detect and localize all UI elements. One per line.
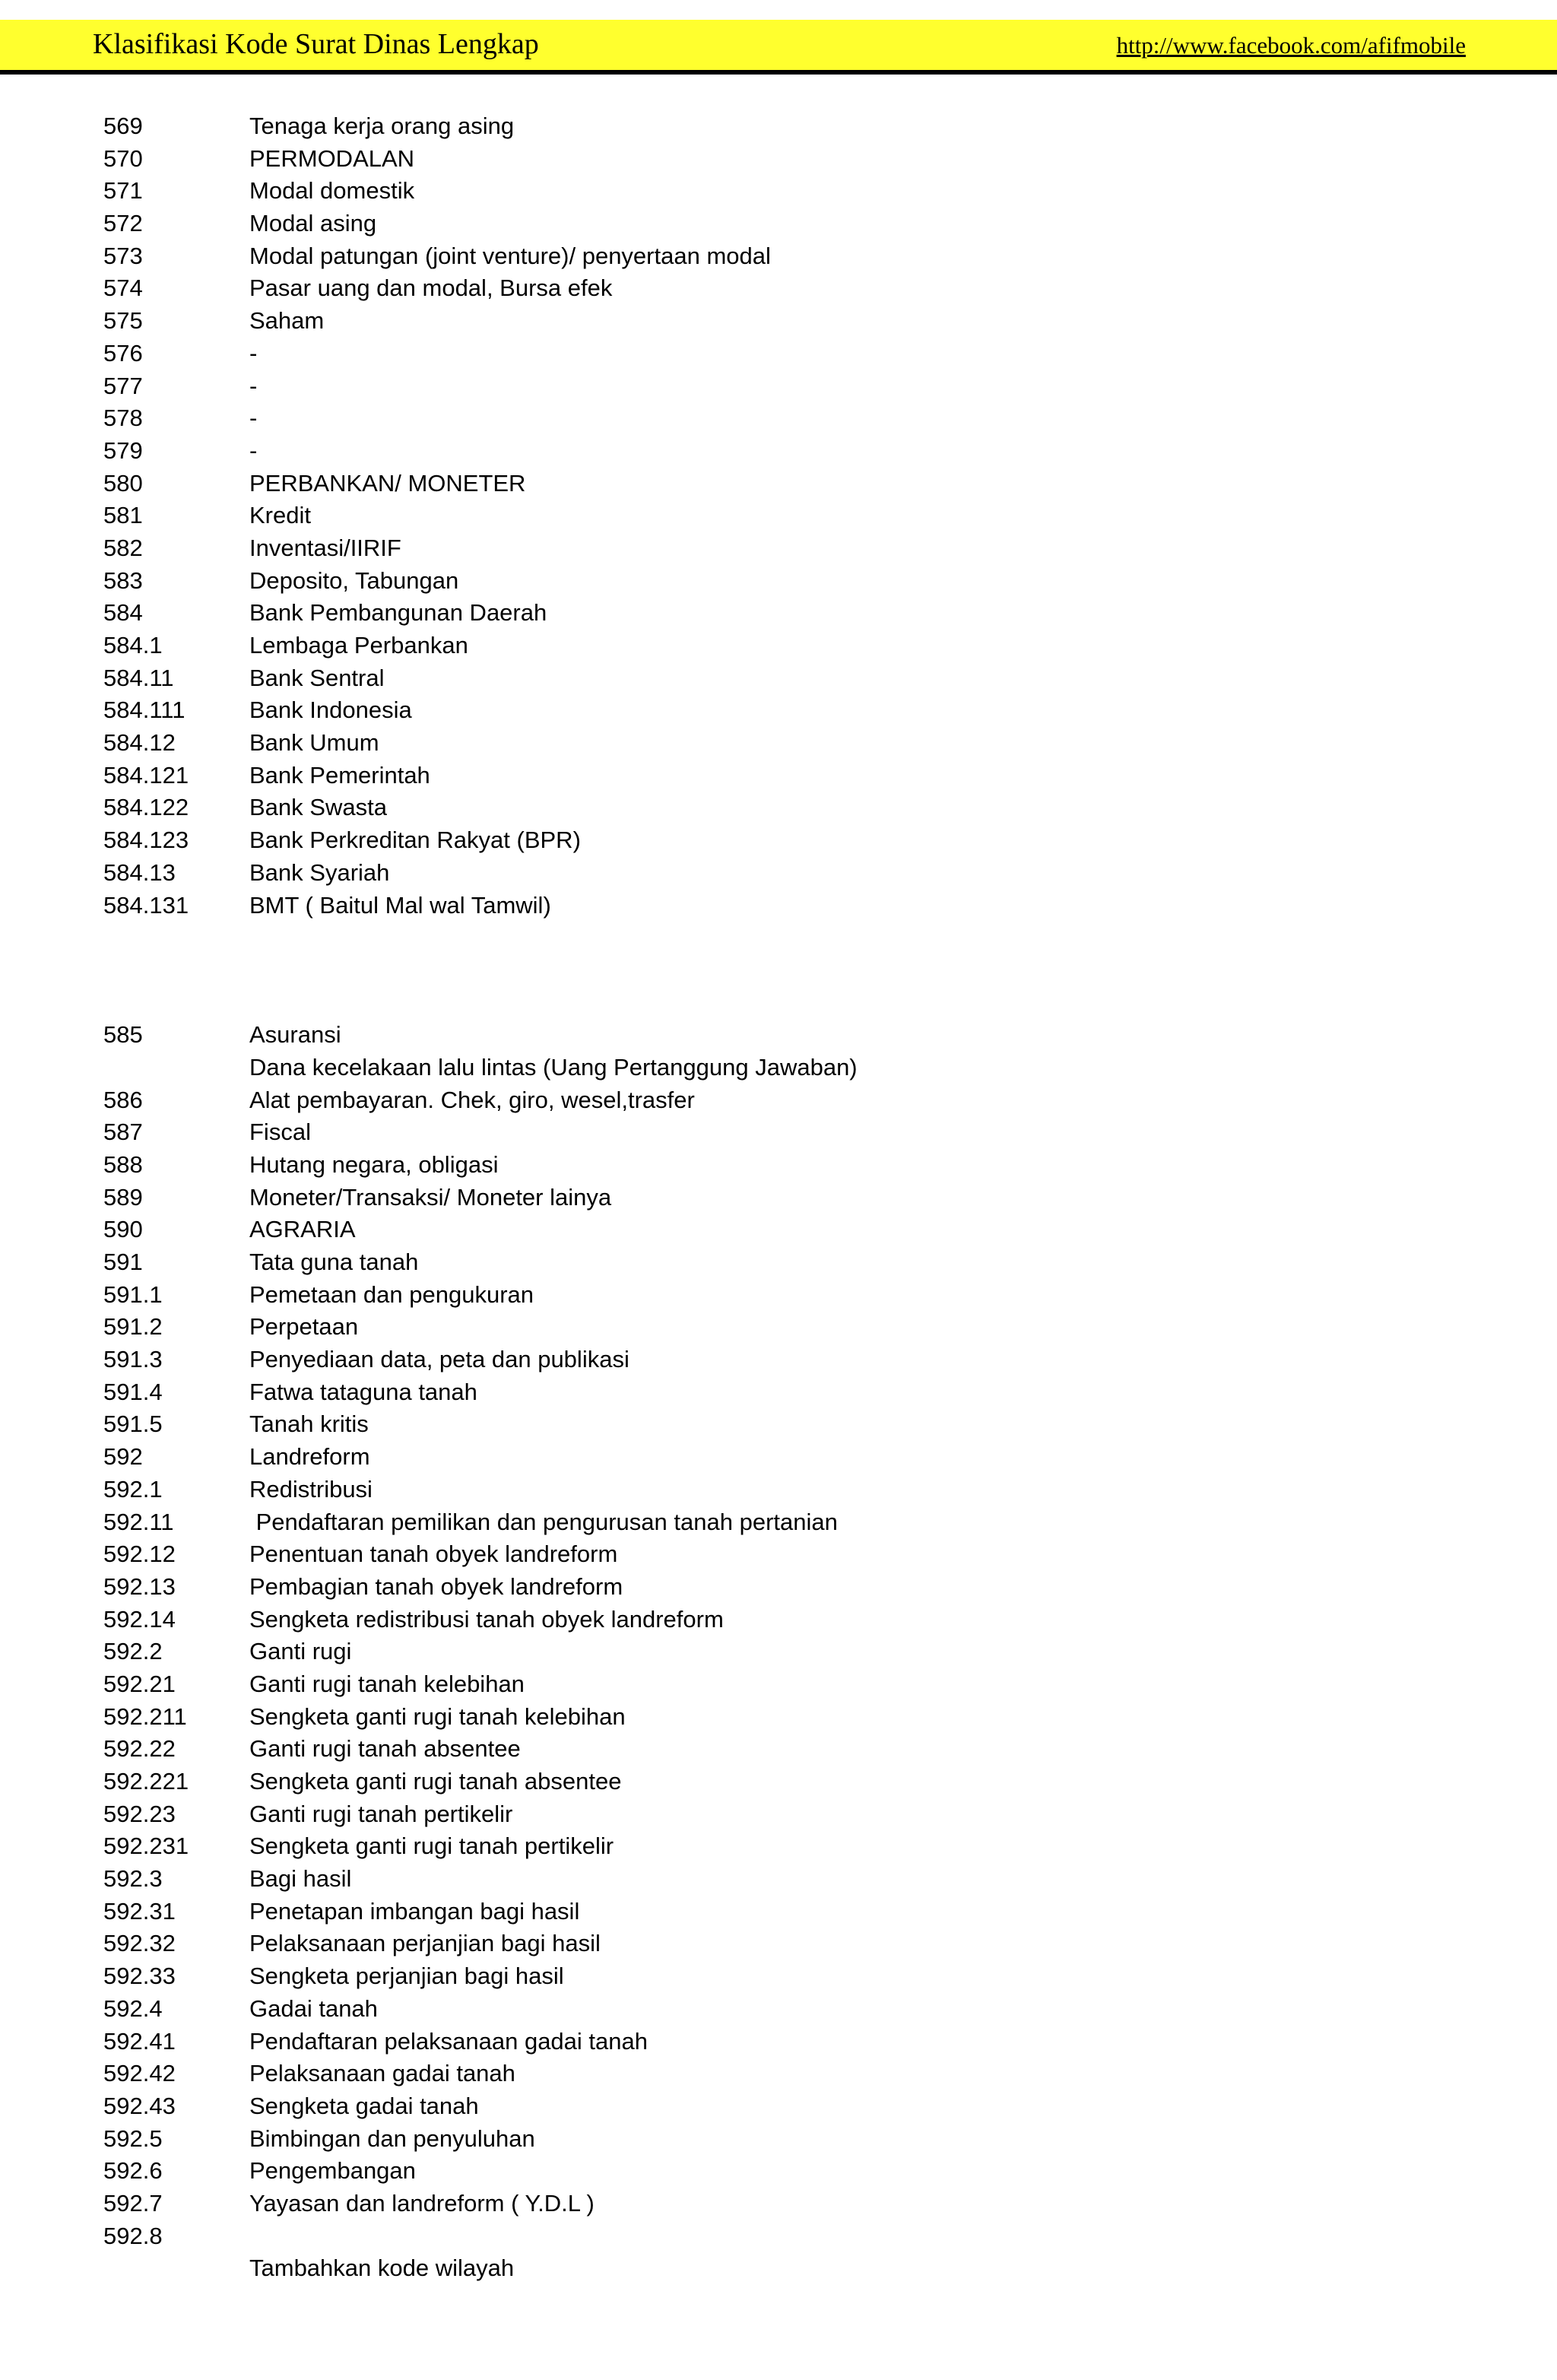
- list-item: [0, 110, 1557, 143]
- classification-code: 592.211: [103, 1702, 187, 1730]
- classification-code: 584.111: [103, 697, 186, 724]
- classification-description: Ganti rugi tanah pertikelir: [249, 1800, 513, 1827]
- classification-description: Tambahkan kode wilayah: [249, 2255, 515, 2282]
- list-item: [0, 890, 1557, 922]
- list-item: [0, 1701, 1557, 1734]
- list-item: [0, 1506, 1557, 1539]
- classification-code: 586: [103, 1086, 143, 1113]
- classification-code: 592.32: [103, 1930, 176, 1957]
- classification-description: Sengketa ganti rugi tanah pertikelir: [249, 1833, 614, 1860]
- classification-description: Penentuan tanah obyek landreform: [249, 1541, 618, 1568]
- list-item: [0, 2026, 1557, 2058]
- list-item: [0, 468, 1557, 500]
- list-item: [0, 1896, 1557, 1928]
- classification-code: 589: [103, 1183, 143, 1211]
- list-item: [0, 1344, 1557, 1376]
- list-item: [0, 272, 1557, 305]
- classification-description: Bank Perkreditan Rakyat (BPR): [249, 827, 581, 854]
- classification-code: 592.12: [103, 1541, 176, 1568]
- classification-code: 583: [103, 566, 143, 594]
- classification-code: 591.3: [103, 1346, 163, 1373]
- code-list: [0, 110, 1557, 2285]
- list-item: [0, 1571, 1557, 1604]
- classification-description: Bank Pemerintah: [249, 761, 430, 789]
- classification-code: 592.7: [103, 2189, 163, 2217]
- list-item: [0, 1408, 1557, 1441]
- classification-description: Pendaftaran pelaksanaan gadai tanah: [249, 2027, 648, 2055]
- list-item: [0, 1116, 1557, 1149]
- classification-description: Sengketa gadai tanah: [249, 2092, 479, 2119]
- list-item: [0, 1246, 1557, 1279]
- list-item: [0, 1441, 1557, 1474]
- classification-description: Perpetaan: [249, 1313, 359, 1341]
- list-item: [0, 662, 1557, 695]
- classification-code: 581: [103, 502, 143, 529]
- classification-description: Pelaksanaan perjanjian bagi hasil: [249, 1930, 601, 1957]
- classification-description: Modal patungan (joint venture)/ penyertaan modal: [249, 242, 771, 269]
- classification-code: 592.41: [103, 2027, 176, 2055]
- list-item: [0, 727, 1557, 760]
- list-item: [0, 532, 1557, 565]
- classification-description: Fiscal: [249, 1119, 311, 1146]
- list-item: [0, 1668, 1557, 1701]
- classification-description: Deposito, Tabungan: [249, 566, 459, 594]
- list-item: [0, 857, 1557, 890]
- classification-description: Landreform: [249, 1443, 370, 1471]
- list-item: [0, 694, 1557, 727]
- list-item: [0, 1474, 1557, 1506]
- classification-description: Bagi hasil: [249, 1865, 352, 1893]
- list-item: [0, 1960, 1557, 1993]
- classification-description: Bank Indonesia: [249, 697, 412, 724]
- classification-description: Tanah kritis: [249, 1411, 369, 1438]
- classification-description: Alat pembayaran. Chek, giro, wesel,trasfer: [249, 1086, 695, 1113]
- classification-code: 584.131: [103, 891, 189, 919]
- list-item: [0, 597, 1557, 630]
- classification-description: Asuransi: [249, 1021, 341, 1049]
- classification-code: 584.123: [103, 827, 189, 854]
- classification-description: Saham: [249, 307, 325, 335]
- list-item: [0, 2252, 1557, 2285]
- classification-code: 592.221: [103, 1768, 189, 1795]
- classification-code: 576: [103, 339, 143, 367]
- classification-code: 592.31: [103, 1897, 176, 1925]
- list-item: [0, 824, 1557, 857]
- classification-code: 584.12: [103, 729, 176, 757]
- classification-code: 591.2: [103, 1313, 163, 1341]
- list-item: [0, 2058, 1557, 2090]
- list-item: [0, 565, 1557, 598]
- list-item: [0, 143, 1557, 176]
- classification-description: Pasar uang dan modal, Bursa efek: [249, 274, 613, 302]
- list-item: [0, 760, 1557, 792]
- classification-description: Moneter/Transaksi/ Moneter lainya: [249, 1183, 612, 1211]
- classification-description: -: [249, 372, 258, 399]
- list-item: [0, 1636, 1557, 1668]
- list-item: [0, 2123, 1557, 2156]
- list-item: [0, 1798, 1557, 1831]
- classification-code: 580: [103, 469, 143, 497]
- classification-code: 572: [103, 210, 143, 237]
- list-item: [0, 792, 1557, 824]
- classification-code: 592: [103, 1443, 143, 1471]
- classification-code: 592.23: [103, 1800, 176, 1827]
- list-item: [0, 175, 1557, 208]
- classification-description: -: [249, 405, 258, 432]
- classification-description: Bank Syariah: [249, 858, 390, 886]
- list-item: [0, 305, 1557, 338]
- classification-code: 590: [103, 1216, 143, 1243]
- list-item: [0, 500, 1557, 532]
- document-title: Klasifikasi Kode Surat Dinas Lengkap: [93, 28, 539, 60]
- classification-code: 573: [103, 242, 143, 269]
- classification-description: Hutang negara, obligasi: [249, 1150, 499, 1178]
- classification-code: 585: [103, 1021, 143, 1049]
- classification-code: 592.33: [103, 1963, 176, 1990]
- list-item: [0, 1376, 1557, 1409]
- classification-description: Pemetaan dan pengukuran: [249, 1280, 534, 1308]
- classification-description: Sengketa ganti rugi tanah kelebihan: [249, 1702, 626, 1730]
- classification-code: 592.8: [103, 2222, 163, 2249]
- classification-code: 592.42: [103, 2060, 176, 2087]
- classification-description: Bank Pembangunan Daerah: [249, 599, 547, 627]
- classification-code: 592.21: [103, 1670, 176, 1697]
- classification-code: 592.13: [103, 1572, 176, 1600]
- classification-code: 584.13: [103, 858, 176, 886]
- classification-description: Pembagian tanah obyek landreform: [249, 1572, 623, 1600]
- list-item: [0, 240, 1557, 273]
- list-item: [0, 1084, 1557, 1117]
- classification-description: Kredit: [249, 502, 311, 529]
- list-item: [0, 1214, 1557, 1246]
- classification-description: Pelaksanaan gadai tanah: [249, 2060, 515, 2087]
- classification-description: Sengketa ganti rugi tanah absentee: [249, 1768, 622, 1795]
- list-item: [0, 1182, 1557, 1214]
- list-item: [0, 1019, 1557, 1052]
- classification-code: 577: [103, 372, 143, 399]
- classification-description: Sengketa perjanjian bagi hasil: [249, 1963, 564, 1990]
- classification-description: Modal domestik: [249, 177, 415, 205]
- classification-description: PERMODALAN: [249, 144, 415, 172]
- classification-code: 592.22: [103, 1735, 176, 1763]
- classification-description: Bimbingan dan penyuluhan: [249, 2125, 535, 2152]
- classification-description: Bank Swasta: [249, 794, 387, 821]
- classification-code: 592.231: [103, 1833, 189, 1860]
- classification-description: Dana kecelakaan lalu lintas (Uang Pertanggung Jawaban): [249, 1053, 858, 1081]
- classification-description: Ganti rugi tanah kelebihan: [249, 1670, 525, 1697]
- classification-description: -: [249, 436, 258, 464]
- classification-description: Lembaga Perbankan: [249, 632, 468, 658]
- classification-code: 579: [103, 436, 143, 464]
- list-item: [0, 370, 1557, 403]
- classification-code: 575: [103, 307, 143, 335]
- classification-description: Ganti rugi: [249, 1638, 352, 1665]
- classification-description: Yayasan dan landreform ( Y.D.L ): [249, 2189, 595, 2217]
- classification-description: Pendaftaran pemilikan dan pengurusan tanah pertanian: [249, 1508, 838, 1535]
- classification-description: Bank Sentral: [249, 664, 385, 691]
- list-spacer: [0, 922, 1557, 1019]
- classification-description: -: [249, 339, 258, 367]
- classification-description: Fatwa tataguna tanah: [249, 1378, 477, 1405]
- list-item: [0, 2155, 1557, 2188]
- classification-description: Ganti rugi tanah absentee: [249, 1735, 521, 1763]
- list-item: [0, 1928, 1557, 1960]
- classification-description: Gadai tanah: [249, 1994, 378, 2022]
- classification-code: 592.4: [103, 1994, 163, 2022]
- classification-code: 584.122: [103, 794, 189, 821]
- classification-code: 591: [103, 1249, 143, 1275]
- classification-description: Tata guna tanah: [249, 1249, 419, 1275]
- classification-code: 587: [103, 1119, 143, 1146]
- list-item: [0, 208, 1557, 240]
- page-header: [0, 20, 1557, 75]
- facebook-link[interactable]: http://www.facebook.com/afifmobile: [1116, 32, 1466, 59]
- classification-code: 584.1: [103, 632, 163, 658]
- classification-code: 584.121: [103, 761, 189, 789]
- classification-code: 592.14: [103, 1605, 176, 1633]
- classification-code: 592.2: [103, 1638, 163, 1665]
- classification-description: PERBANKAN/ MONETER: [249, 469, 526, 497]
- list-item: [0, 1863, 1557, 1896]
- list-item: [0, 1830, 1557, 1863]
- classification-code: 591.4: [103, 1378, 163, 1405]
- classification-code: 591.1: [103, 1280, 163, 1308]
- classification-code: 592.11: [103, 1508, 174, 1535]
- list-item: [0, 2090, 1557, 2123]
- classification-code: 592.43: [103, 2092, 176, 2119]
- list-item: [0, 1149, 1557, 1182]
- classification-description: Pengembangan: [249, 2157, 416, 2185]
- list-item: [0, 630, 1557, 662]
- classification-description: Penetapan imbangan bagi hasil: [249, 1897, 580, 1925]
- list-item: [0, 402, 1557, 435]
- classification-code: 592.5: [103, 2125, 163, 2152]
- list-item: [0, 338, 1557, 370]
- classification-code: 569: [103, 113, 143, 139]
- list-item: [0, 1538, 1557, 1571]
- classification-description: Tenaga kerja orang asing: [249, 113, 515, 139]
- list-item: [0, 1052, 1557, 1084]
- classification-code: 591.5: [103, 1411, 163, 1438]
- classification-code: 592.6: [103, 2157, 163, 2185]
- classification-code: 584.11: [103, 664, 174, 691]
- classification-code: 584: [103, 599, 143, 627]
- list-item: [0, 1604, 1557, 1636]
- list-item: [0, 1993, 1557, 2026]
- classification-code: 592.3: [103, 1865, 163, 1893]
- classification-code: 592.1: [103, 1475, 163, 1503]
- classification-code: 588: [103, 1150, 143, 1178]
- classification-description: Sengketa redistribusi tanah obyek landreform: [249, 1605, 724, 1633]
- list-item: [0, 1766, 1557, 1798]
- list-item: [0, 2220, 1557, 2253]
- list-item: [0, 1279, 1557, 1312]
- list-item: [0, 1733, 1557, 1766]
- classification-code: 582: [103, 534, 143, 561]
- classification-description: BMT ( Baitul Mal wal Tamwil): [249, 891, 551, 919]
- classification-description: Redistribusi: [249, 1475, 373, 1503]
- classification-description: Inventasi/IIRIF: [249, 534, 401, 561]
- classification-description: Bank Umum: [249, 729, 379, 757]
- classification-description: Modal asing: [249, 210, 377, 237]
- classification-code: 574: [103, 274, 143, 302]
- list-item: [0, 1311, 1557, 1344]
- classification-code: 578: [103, 405, 143, 432]
- list-item: [0, 2188, 1557, 2220]
- classification-description: AGRARIA: [249, 1216, 356, 1243]
- classification-description: Penyediaan data, peta dan publikasi: [249, 1346, 629, 1373]
- classification-code: 571: [103, 177, 143, 205]
- list-item: [0, 435, 1557, 468]
- classification-code: 570: [103, 144, 143, 172]
